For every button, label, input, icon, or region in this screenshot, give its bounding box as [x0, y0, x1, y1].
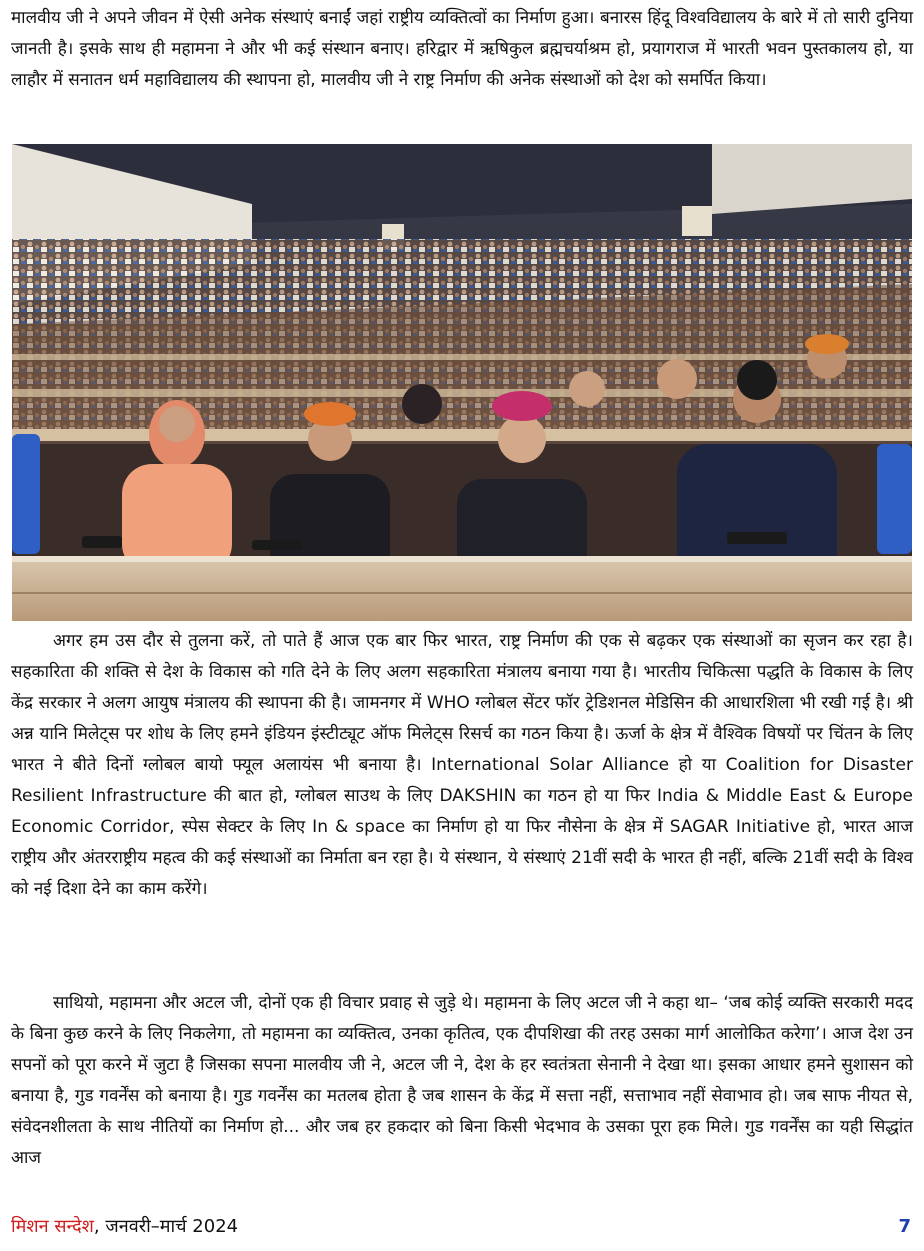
page-number: 7 — [898, 1216, 911, 1237]
page-footer — [11, 1213, 913, 1241]
paragraph-good-governance: साथियो, महामना और अटल जी, दोनों एक ही विचार प्रवाह से जुड़े थे। महामना के लिए अटल जी ने कहा था– ‘जब कोई व्यक्ति सरकारी मदद के बिना कुछ करने के लिए निकलेगा, तो महामना का व्यक्तित्व, उनका कृतित्व, एक दीपशिखा की तरह उसका मार्ग आलोकित करेगा’। आज देश उन सपनों को पूरा करने में जुटा है जिसका सपना मालवीय जी ने, अटल जी ने, देश के हर स्वतंत्रता सेनानी ने देखा था। इसका आधार हमने सुशासन को बनाया है, गुड गवर्नेंस को बनाया है। गुड गवर्नेंस का मतलब होता है जब शासन के केंद्र में सत्ता नहीं, सत्ताभाव नहीं सेवाभाव हो। जब साफ नीयत से, संवेदनशीलता के साथ नीतियों का निर्माण हो... और जब हर हकदार को बिना किसी भेदभाव के उसका पूरा हक मिले। गुड गवर्नेंस का यही सिद्धांत आज — [11, 993, 913, 1168]
issue-date: , जनवरी–मार्च 2024 — [93, 1216, 239, 1237]
paragraph-intro: मालवीय जी ने अपने जीवन में ऐसी अनेक संस्थाएं बनाईं जहां राष्ट्रीय व्यक्तित्वों का निर्माण हुआ। बनारस हिंदू विश्वविद्यालय के बारे में तो सारी दुनिया जानती है। इसके साथ ही महामना ने और भी कई संस्थान बनाए। हरिद्वार में ऋषिकुल ब्रह्मचर्याश्रम हो, प्रयागराज में भारती भवन पुस्तकालय हो, या लाहौर में सनातन धर्म महाविद्यालय की स्थापना हो, मालवीय जी ने राष्ट्र निर्माण की अनेक संस्थाओं को देश को समर्पित किया। — [11, 8, 913, 90]
paragraph-institutions: अगर हम उस दौर से तुलना करें, तो पाते हैं आज एक बार फिर भारत, राष्ट्र निर्माण की एक से बढ़कर एक संस्थाओं का सृजन कर रहा है। सहकारिता की शक्ति से देश के विकास को गति देने के लिए अलग सहकारिता मंत्रालय बनाया गया है। भारतीय चिकित्सा पद्धति के विकास के लिए केंद्र सरकार ने अलग आयुष मंत्रालय की स्थापना की है। जामनगर में WHO ग्लोबल सेंटर फॉर ट्रेडिशनल मेडिसिन की आधारशिला भी रखी गई है। श्री अन्न यानि मिलेट्स पर शोध के लिए हमने इंडियन इंस्टीट्यूट ऑफ मिलेट्स रिसर्च का गठन किया है। ऊर्जा के क्षेत्र में वैश्विक विषयों पर चिंतन के लिए भारत ने बीते दिनों ग्लोबल बायो फ्यूल अलायंस भी बनाया है। International Solar Alliance हो या Coalition for Disaster Resilient Infrastructure की बात हो, ग्लोबल साउथ के लिए DAKSHIN का गठन हो या फिर India & Middle East & Europe Economic Corridor, स्पेस सेक्टर के लिए In & space का निर्माण हो या फिर नौसेना के क्षेत्र में SAGAR Initiative हो, भारत आज राष्ट्रीय और अंतरराष्ट्रीय महत्व की कई संस्थाओं का निर्माता बन रहा है। ये संस्थान, ये संस्थाएं 21वीं सदी के भारत ही नहीं, बल्कि 21वीं सदी के विश्व को नई दिशा देने का काम करेंगे। — [11, 631, 913, 899]
magazine-name: मिशन सन्देश — [11, 1216, 94, 1237]
event-photo — [12, 144, 912, 621]
